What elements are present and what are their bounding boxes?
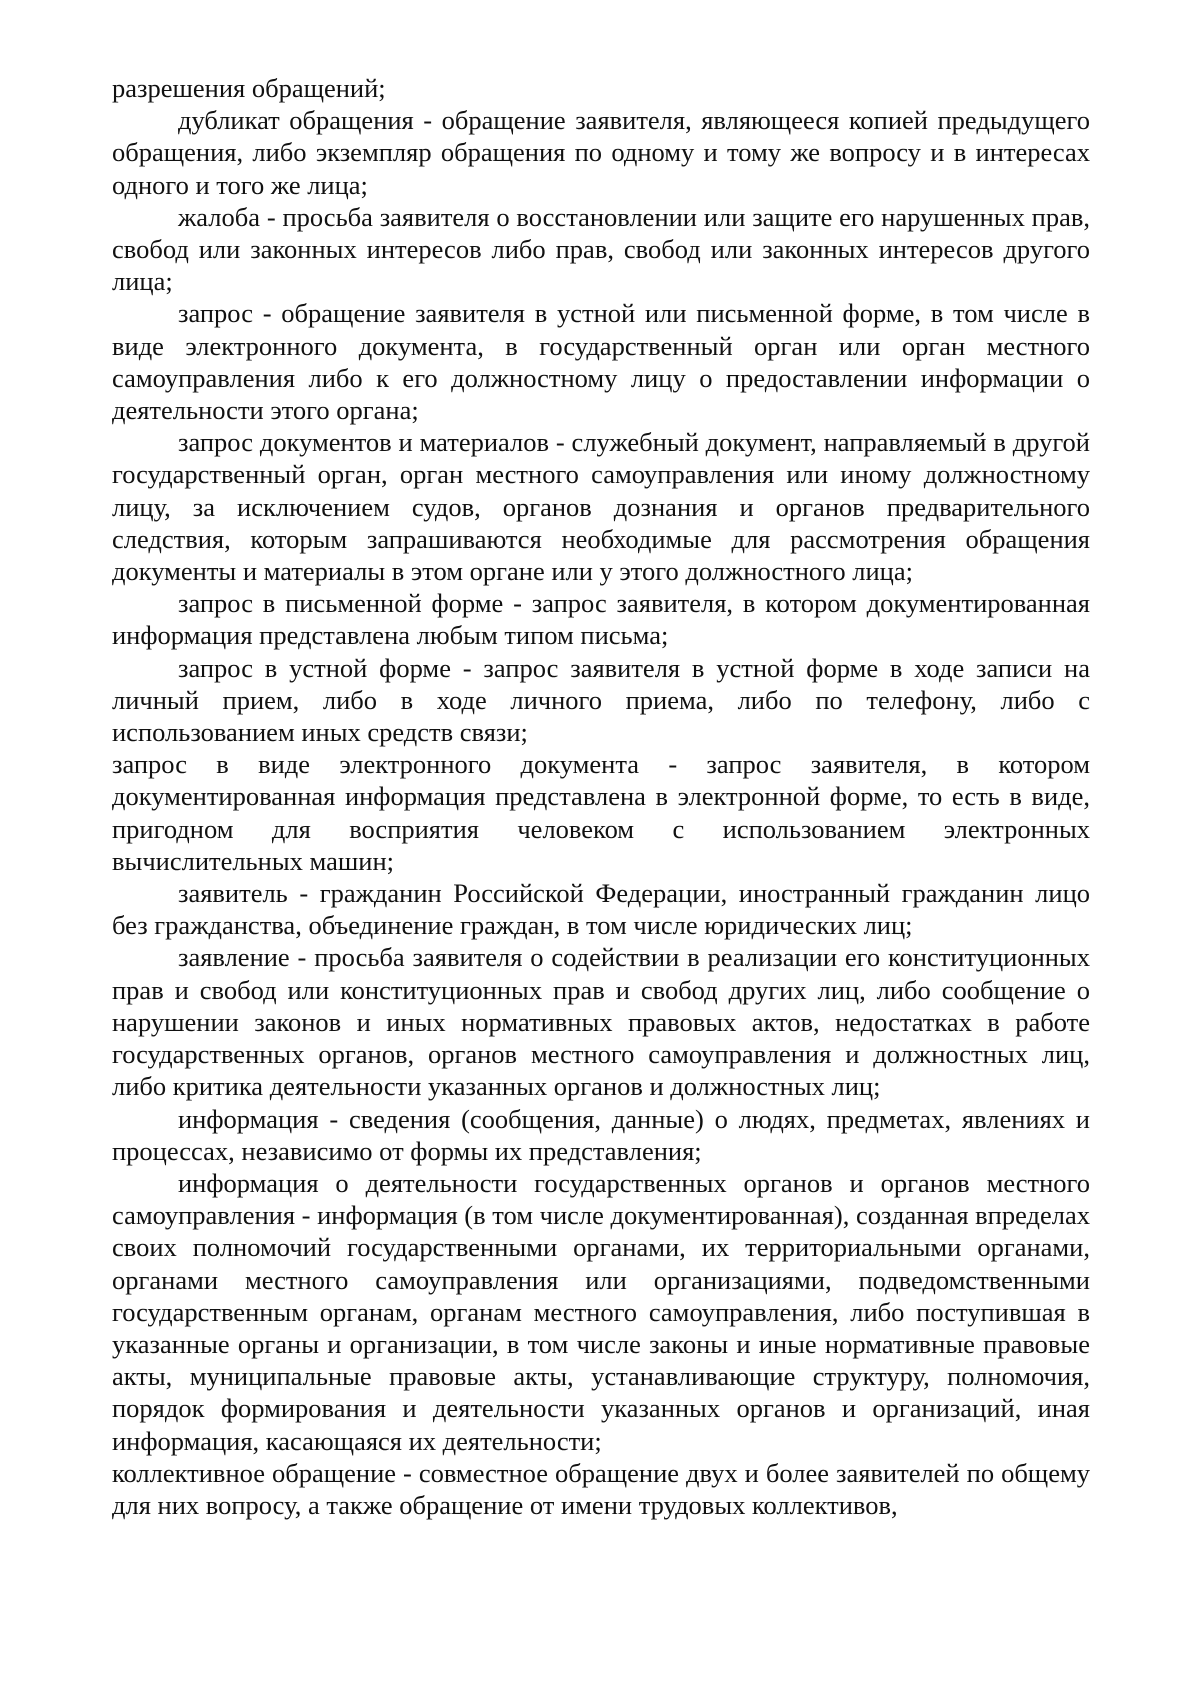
paragraph-1: разрешения обращений; [112, 73, 386, 103]
paragraph-complaint-definition: жалоба - просьба заявителя о восстановлении или защите его нарушенных прав, свобод или законных интересов либо прав, свобод или законных интересов другого лица; [112, 201, 1090, 297]
paragraph-written-request-definition: запрос в письменной форме - запрос заявителя, в котором документированная информация представлена любым типом письма; [112, 588, 1090, 651]
paragraph-documents-request-definition: запрос документов и материалов - служебный документ, направляемый в другой государственный орган, орган местного самоуправления или иному должностному лицу, за исключением судов, органов дознания и органов предварительного следствия, которым запрашиваются необходимые для рассмотрения обращения документы и материалы в этом органе или у этого должностного лица; [112, 427, 1090, 587]
paragraph-information-definition: информация - сведения (сообщения, данные) о людях, предметах, явлениях и процессах, независимо от формы их представления; [112, 1103, 1090, 1166]
paragraph-statement-definition: заявление - просьба заявителя о содействии в реализации его конституционных прав и свобод или конституционных прав и свобод других лиц, либо сообщение о нарушении законов и иных нормативных правовых актов, недостатках в работе государственных органов, органов местного самоуправления и должностных лиц, либо критика деятельности указанных органов и должностных лиц; [112, 942, 1090, 1102]
paragraph-oral-request-definition: запрос в устной форме - запрос заявителя в устной форме в ходе записи на личный прием, либо в ходе личного приема, либо по телефону, либо с использованием иных средств связи; [112, 652, 1090, 748]
paragraph-activity-information-definition: информация о деятельности государственных органов и органов местного самоуправления - информация (в том числе документированная), созданная впределах своих полномочий государственными органами, их территориальными органами, органами местного самоуправления или организациями, подведомственными государственным органам, органам местного самоуправления, либо поступившая в указанные органы и организации, в том числе законы и иные нормативные правовые акты, муниципальные правовые акты, устанавливающие структуру, полномочия, порядок формирования и деятельности указанных органов и организаций, иная информация, касающаяся их деятельности; [112, 1167, 1090, 1456]
paragraph-request-definition: запрос - обращение заявителя в устной или письменной форме, в том числе в виде электронного документа, в государственный орган или орган местного самоуправления либо к его должностному лицу о предоставлении информации о деятельности этого органа; [112, 298, 1090, 426]
paragraph-duplicate-definition: дубликат обращения - обращение заявителя, являющееся копией предыдущего обращения, либо экземпляр обращения по одному и тому же вопросу и в интересах одного и того же лица; [112, 105, 1090, 200]
paragraph-applicant-definition: заявитель - гражданин Российской Федерации, иностранный гражданин лицо без гражданства, объединение граждан, в том числе юридических лиц; [112, 878, 1090, 941]
paragraph-collective-appeal-definition: коллективное обращение - совместное обращение двух и более заявителей по общему для них вопросу, а также обращение от имени трудовых коллективов, [112, 1457, 1090, 1520]
paragraph-electronic-request-definition: запрос в виде электронного документа - запрос заявителя, в котором документированная информация представлена в электронной форме, то есть в виде, пригодном для восприятия человеком с использованием электронных вычислительных машин; [112, 749, 1090, 876]
document-page [112, 72, 1090, 1521]
